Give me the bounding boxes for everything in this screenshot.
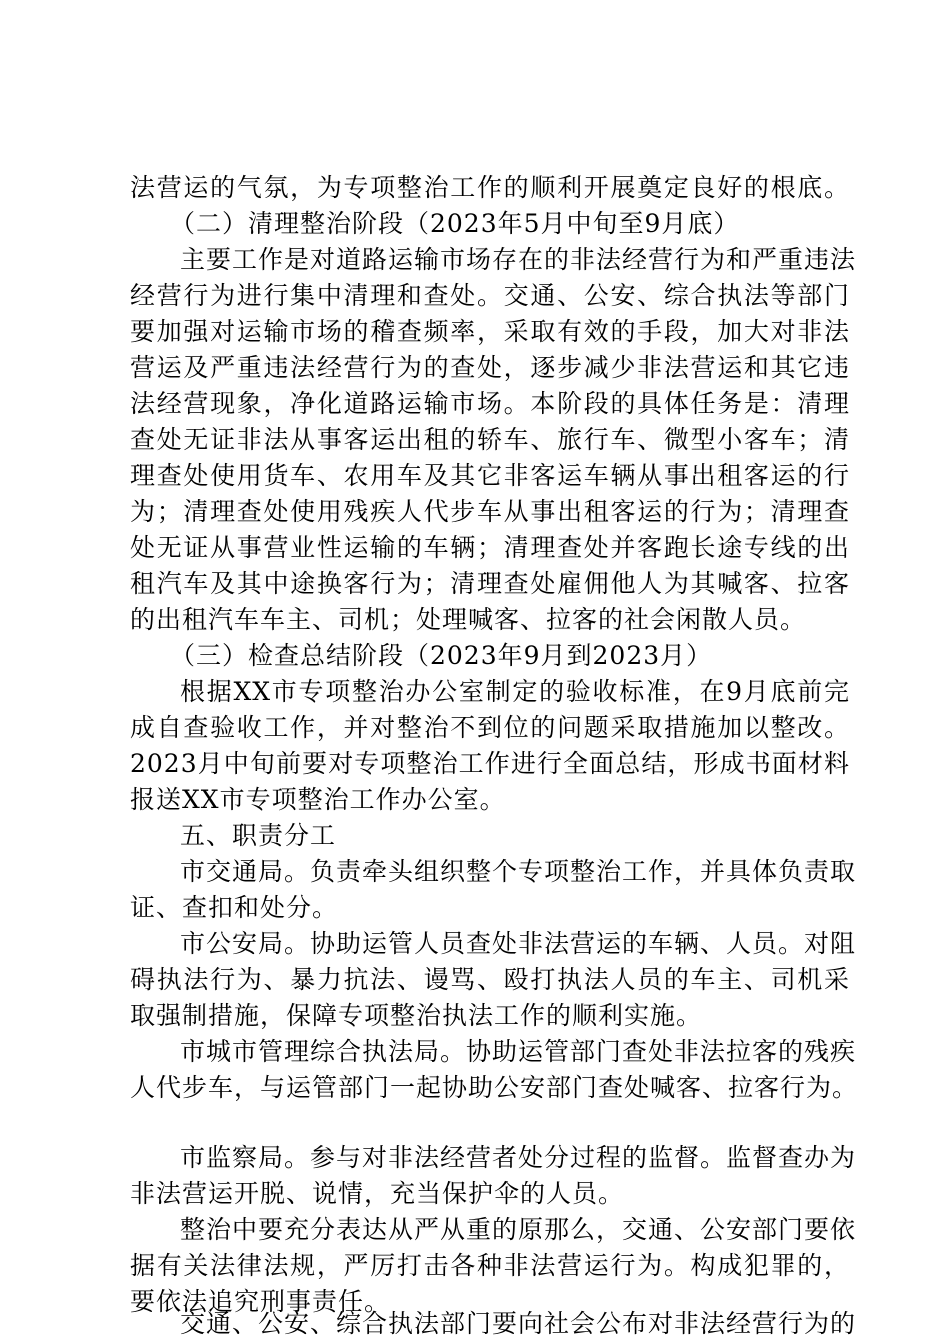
text-line: 为；清理查处使用残疾人代步车从事出租客运的行为；清理查 [130, 497, 850, 526]
section-heading: 五、职责分工 [180, 821, 337, 850]
text-line: 据有关法律法规，严厉打击各种非法营运行为。构成犯罪的， [130, 1251, 850, 1280]
text-line: 取强制措施，保障专项整治执法工作的顺利实施。 [130, 1001, 703, 1030]
text-line: 2023月中旬前要对专项整治工作进行全面总结，形成书面材料 [130, 749, 850, 778]
text-line: 根据XX市专项整治办公室制定的验收标准，在9月底前完 [180, 677, 850, 706]
text-line: 要依法追究刑事责任。 [130, 1287, 391, 1316]
text-line: 法经营现象，净化道路运输市场。本阶段的具体任务是：清理 [130, 389, 850, 418]
text-line: 的出租汽车车主、司机；处理喊客、拉客的社会闲散人员。 [130, 605, 807, 634]
text-line: 整治中要充分表达从严从重的原那么，交通、公安部门要依 [180, 1215, 857, 1244]
text-line: 碍执法行为、暴力抗法、谩骂、殴打执法人员的车主、司机采 [130, 965, 850, 994]
text-line: 市公安局。协助运管人员查处非法营运的车辆、人员。对阻 [180, 929, 857, 958]
text-line: 理查处使用货车、农用车及其它非客运车辆从事出租客运的行 [130, 461, 850, 490]
text-line: 市城市管理综合执法局。协助运管部门查处非法拉客的残疾 [180, 1037, 857, 1066]
text-line: 主要工作是对道路运输市场存在的非法经营行为和严重违法 [180, 245, 857, 274]
text-line: 成自查验收工作，并对整治不到位的问题采取措施加以整改。 [130, 713, 850, 742]
text-line: 经营行为进行集中清理和查处。交通、公安、综合执法等部门 [130, 281, 850, 310]
text-line: 要加强对运输市场的稽查频率，采取有效的手段，加大对非法 [130, 317, 850, 346]
text-line: 非法营运开脱、说情，充当保护伞的人员。 [130, 1179, 625, 1208]
text-line: 查处无证非法从事客运出租的轿车、旅行车、微型小客车；清 [130, 425, 850, 454]
text-line: 法营运的气氛，为专项整治工作的顺利开展奠定良好的根底。 [130, 173, 850, 202]
text-line: 市监察局。参与对非法经营者处分过程的监督。监督查办为 [180, 1143, 857, 1172]
text-line: 报送XX市专项整治工作办公室。 [130, 785, 506, 814]
text-line: 营运及严重违法经营行为的查处，逐步减少非法营运和其它违 [130, 353, 850, 382]
text-line: 人代步车，与运管部门一起协助公安部门查处喊客、拉客行为。 [130, 1073, 859, 1102]
text-line: 租汽车及其中途换客行为；清理查处雇佣他人为其喊客、拉客 [130, 569, 850, 598]
section-heading: （二）清理整治阶段（2023年5月中旬至9月底） [170, 209, 740, 238]
text-line: 证、查扣和处分。 [130, 893, 339, 922]
text-line: 市交通局。负责牵头组织整个专项整治工作，并具体负责取 [180, 857, 857, 886]
text-line: 处无证从事营业性运输的车辆；清理查处并客跑长途专线的出 [130, 533, 850, 562]
text-line: 交通、公安、综合执法部门要向社会公布对非法经营行为的 [180, 1309, 857, 1338]
section-heading: （三）检查总结阶段（2023年9月到2023月） [170, 641, 713, 670]
